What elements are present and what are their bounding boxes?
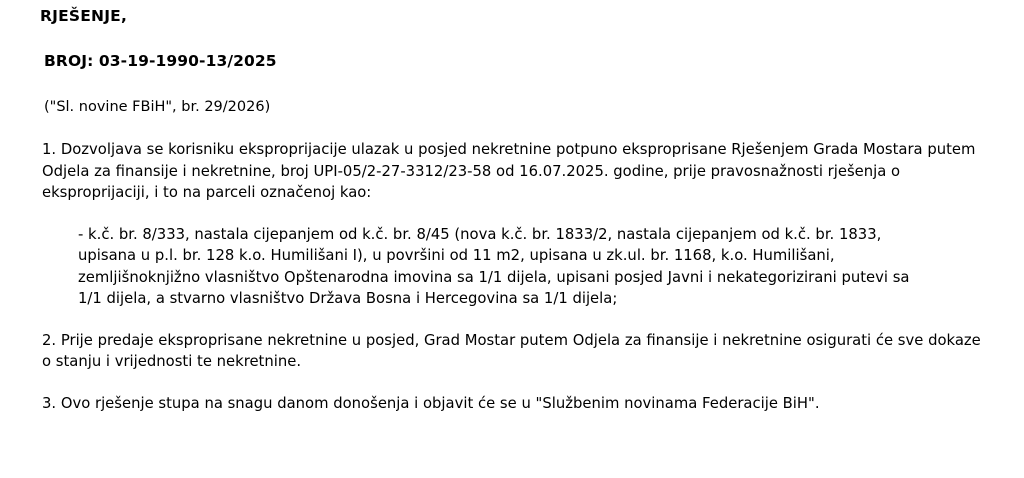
paragraph-item-1: 1. Dozvoljava se korisniku eksproprijacije ulazak u posjed nekretnine potpuno eksproprisane Rješenjem Grada Mostara putem Odjela za finansije i nekretnine, broj UPI-05/2-27-3312/23-58 od 16.07.2025. godine, prije pravosnažnosti rješenja o eksproprijaciji, i to na parceli označenoj kao:: [42, 141, 976, 201]
document-source-reference: ("Sl. novine FBiH", br. 29/2026): [44, 99, 271, 115]
paragraph-item-1-subclause: - k.č. br. 8/333, nastala cijepanjem od k.č. br. 8/45 (nova k.č. br. 1833/2, nastala cijepanjem od k.č. br. 1833, upisana u p.l. br. 128 k.o. Humilišani I), u površini od 11 m2, upisana u zk.ul. br. 1168, k.o. Humilišani, zemljišnoknjižno vlasništvo Opštenarodna imovina sa 1/1 dijela, upisani posjed Javni i nekategorizirani putevi sa 1/1 dijela, a stvarno vlasništvo Država Bosna i Hercegovina sa 1/1 dijela;: [78, 225, 910, 307]
paragraph-item-3: 3. Ovo rješenje stupa na snagu danom donošenja i objavit će se u "Službenim novinama Federacije BiH".: [42, 394, 820, 412]
paragraph-item-2: 2. Prije predaje eksproprisane nekretnine u posjed, Grad Mostar putem Odjela za finansije i nekretnine osigurati će sve dokaze o stanju i vrijednosti te nekretnine.: [42, 331, 981, 370]
page-title: RJEŠENJE,: [40, 7, 128, 25]
document-number: BROJ: 03-19-1990-13/2025: [44, 52, 277, 70]
